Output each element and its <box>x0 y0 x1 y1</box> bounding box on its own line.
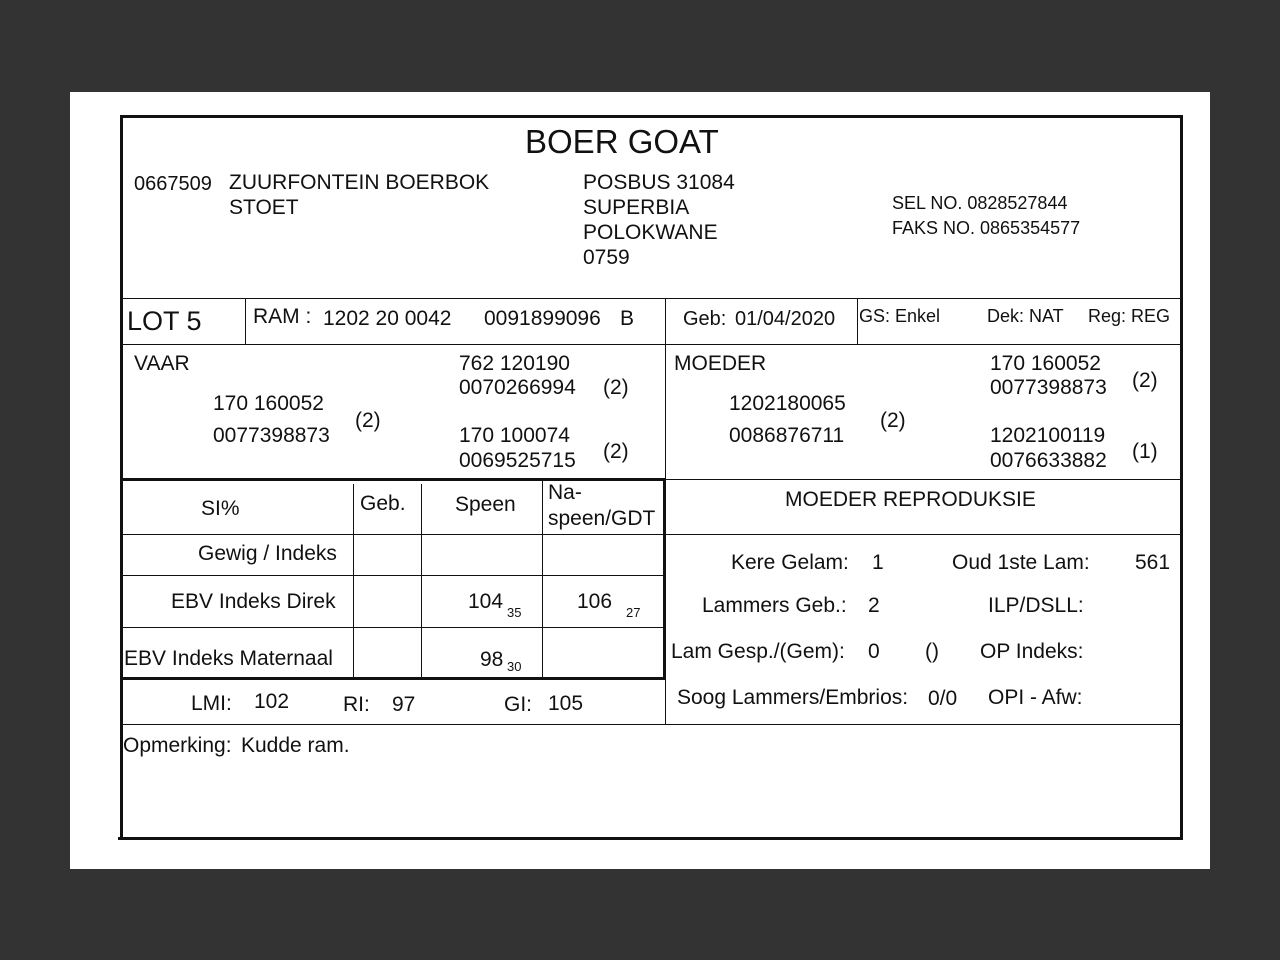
address-line: 0759 <box>583 246 630 269</box>
column-header-si: SI% <box>201 497 240 520</box>
sire-dam-number: 170 100074 <box>459 424 570 447</box>
ram-number: 1202 20 0042 <box>323 307 452 330</box>
lam-gesp-average: () <box>925 640 939 663</box>
card-border-right <box>1180 115 1183 840</box>
direk-speen-value: 104 <box>468 590 504 613</box>
lmi-label: LMI: <box>191 692 232 715</box>
divider <box>663 478 666 680</box>
birth-status: GS: Enkel <box>859 306 941 326</box>
kere-gelam-value: 1 <box>872 551 884 574</box>
card-border-top <box>120 115 1183 118</box>
divider <box>122 724 1180 725</box>
lot-number: LOT 5 <box>127 306 202 336</box>
reproduction-heading: MOEDER REPRODUKSIE <box>785 488 1036 511</box>
dam-dam-count: (1) <box>1132 440 1158 463</box>
soog-label: Soog Lammers/Embrios: <box>677 686 909 709</box>
sire-label: VAAR <box>134 352 190 375</box>
row-label-gewig: Gewig / Indeks <box>198 542 337 565</box>
gi-label: GI: <box>504 693 533 716</box>
dam-sire-id: 0077398873 <box>990 376 1107 399</box>
lam-gesp-value: 0 <box>868 640 880 663</box>
address-line: SUPERBIA <box>583 196 690 219</box>
breeder-name: STOET <box>229 196 299 219</box>
birth-date: 01/04/2020 <box>735 308 836 330</box>
divider <box>542 480 543 678</box>
column-header-geb: Geb. <box>360 492 406 515</box>
address-line: POLOKWANE <box>583 221 718 244</box>
row-label-maternaal: EBV Indeks Maternaal <box>124 647 333 670</box>
divider <box>421 484 422 678</box>
dam-sire-count: (2) <box>1132 369 1158 392</box>
sire-dam-id: 0069525715 <box>459 449 576 472</box>
divider <box>122 534 665 535</box>
birth-date-label: Geb: <box>683 308 727 330</box>
dam-dam-id: 0076633882 <box>990 449 1107 472</box>
mating-type: Dek: NAT <box>987 306 1064 326</box>
column-header-naspeen: speen/GDT <box>548 507 656 530</box>
remarks-text: Kudde ram. <box>241 734 350 757</box>
direk-speen-accuracy: 35 <box>507 605 522 620</box>
column-header-naspeen: Na- <box>548 481 582 504</box>
breeder-name: ZUURFONTEIN BOERBOK <box>229 171 490 194</box>
oud-1ste-lam-label: Oud 1ste Lam: <box>952 551 1090 574</box>
maternaal-speen-value: 98 <box>480 648 504 671</box>
direk-naspeen-accuracy: 27 <box>626 605 641 620</box>
ram-id: 0091899096 <box>484 307 601 330</box>
dam-id: 0086876711 <box>729 424 845 447</box>
maternaal-speen-accuracy: 30 <box>507 659 522 674</box>
direk-naspeen-value: 106 <box>577 590 613 613</box>
ilp-label: ILP/DSLL: <box>988 594 1084 617</box>
lam-gesp-label: Lam Gesp./(Gem): <box>671 640 845 663</box>
breeder-number: 0667509 <box>134 173 212 195</box>
oud-1ste-lam-value: 561 <box>1135 551 1171 574</box>
ram-label: RAM : <box>253 305 312 328</box>
row-label-direk: EBV Indeks Direk <box>171 590 336 613</box>
catalogue-card <box>70 92 1210 869</box>
divider <box>353 484 354 678</box>
fax-number: FAKS NO. 0865354577 <box>892 218 1081 238</box>
sire-number: 170 160052 <box>213 392 324 415</box>
ri-label: RI: <box>343 693 370 716</box>
op-indeks-label: OP Indeks: <box>980 640 1084 663</box>
ri-value: 97 <box>392 693 416 716</box>
divider <box>122 627 665 628</box>
sire-count: (2) <box>355 409 381 432</box>
sire-sire-number: 762 120190 <box>459 352 570 375</box>
lmi-value: 102 <box>254 690 290 713</box>
soog-value: 0/0 <box>928 687 958 710</box>
divider <box>122 478 665 481</box>
divider <box>122 298 1180 299</box>
remarks-label: Opmerking: <box>123 734 232 757</box>
lammers-geb-label: Lammers Geb.: <box>702 594 847 617</box>
divider <box>857 298 858 344</box>
divider <box>122 677 665 680</box>
divider <box>122 575 665 576</box>
dam-number: 1202180065 <box>729 392 846 415</box>
sire-sire-count: (2) <box>603 376 629 399</box>
card-border-bottom <box>118 837 1183 840</box>
phone-number: SEL NO. 0828527844 <box>892 193 1068 213</box>
dam-label: MOEDER <box>674 352 767 375</box>
gi-value: 105 <box>548 692 584 715</box>
registration: Reg: REG <box>1088 306 1171 326</box>
opi-label: OPI - Afw: <box>988 686 1083 709</box>
divider <box>245 298 246 344</box>
sire-dam-count: (2) <box>603 440 629 463</box>
dam-sire-number: 170 160052 <box>990 352 1101 375</box>
divider <box>665 534 1180 535</box>
dam-dam-number: 1202100119 <box>990 424 1106 447</box>
dam-count: (2) <box>880 409 906 432</box>
lammers-geb-value: 2 <box>868 594 880 617</box>
sire-sire-id: 0070266994 <box>459 376 576 399</box>
address-line: POSBUS 31084 <box>583 171 735 194</box>
column-header-speen: Speen <box>455 493 516 516</box>
page-title: BOER GOAT <box>525 123 719 160</box>
sire-id: 0077398873 <box>213 424 330 447</box>
kere-gelam-label: Kere Gelam: <box>731 551 849 574</box>
divider <box>122 344 1180 345</box>
ram-class: B <box>620 307 635 330</box>
